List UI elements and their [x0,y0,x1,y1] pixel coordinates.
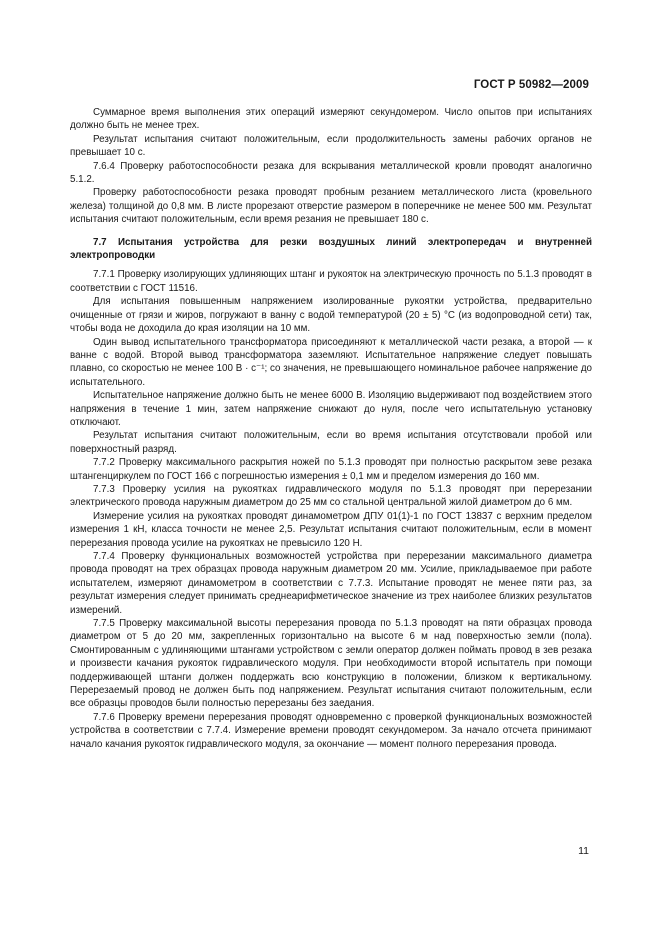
paragraph: Суммарное время выполнения этих операций измеряют секундомером. Число опытов при испытаниях должно быть не менее трех. [70,107,592,132]
paragraph: Для испытания повышенным напряжением изолированные рукоятки устройства, предварительно очищенные от грязи и жиров, погружают в ванну с водой температурой (20 ± 5) °С (из водопроводной сети) так, чтобы вода не доходила до края изоляции на 10 мм. [70,296,592,335]
paragraph: 7.7.3 Проверку усилия на рукоятках гидравлического модуля по 5.1.3 проводят при перерезании электрического провода наружным диаметром до 25 мм со стальной центральной жилой диаметром до 6 мм. [70,483,592,509]
page-number: 11 [578,845,589,857]
paragraph: Проверку работоспособности резака проводят пробным резанием металлического листа (кровельного железа) толщиной до 0,8 мм. В листе прорезают отверстие размером в поперечнике не менее 500 мм. Результат испытания считают положительным, если время резания не превышает 180 с. [70,187,592,226]
paragraph: Результат испытания считают положительным, если во время испытания отсутствовали пробой или поверхностный разряд. [70,430,592,455]
paragraph: 7.7.2 Проверку максимального раскрытия ножей по 5.1.3 проводят при полностью раскрытом зеве резака штангенциркулем по ГОСТ 166 с погрешностью измерения ± 0,1 мм и пределом измерения до 160 мм. [70,457,592,482]
paragraph: Измерение усилия на рукоятках проводят динамометром ДПУ 01(1)-1 по ГОСТ 13837 с верхним пределом измерения 1 кН, класса точности не менее 2,5. Результат испытания считают положительным, если в момент перерезания провода усилие на рукоятках не превысило 120 Н. [70,510,592,549]
paragraph: 7.7.6 Проверку времени перерезания проводят одновременно с проверкой функциональных возможностей устройства в соответствии с 7.7.4. Измерение времени проводят секундомером. За начало отсчета принимают начало качания рукояток гидравлического модуля, за окончание — момент полного перерезания провода. [70,711,592,750]
page-content [70,106,592,751]
paragraph: Один вывод испытательного трансформатора присоединяют к металлической части резака, а второй — к ванне с водой. Второй вывод трансформатора заземляют. Испытательное напряжение следует повышать плавно, со скоростью не менее 100 В · с⁻¹; со значения, не превышающего номинальное рабочее напряжение до испытательного. [70,336,592,388]
document-header: ГОСТ Р 50982—2009 [473,79,589,91]
paragraph: 7.7.1 Проверку изолирующих удлиняющих штанг и рукояток на электрическую прочность по 5.1.3 проводят в соответствии с ГОСТ 11516. [70,269,592,294]
paragraph: 7.7.4 Проверку функциональных возможностей устройства при перерезании максимального диаметра провода проводят на трех образцах провода наружным диаметром 20 мм. Усилие, прикладываемое при работе испытателем, измеряют динамометром в соответствии с 7.7.3. Испытание проводят не менее пяти раз, за результат измерения следует принимать среднеарифметическое значение из трех наиболее близких результатов измерений. [70,551,592,616]
section-heading: 7.7 Испытания устройства для резки воздушных линий электропередач и внутренней электропроводки [70,236,592,262]
paragraph: Результат испытания считают положительным, если продолжительность замены рабочих органов не превышает 10 с. [70,133,592,159]
paragraph: 7.7.5 Проверку максимальной высоты перерезания провода по 5.1.3 проводят на пяти образцах провода диаметром от 5 до 20 мм, закрепленных горизонтально на высоте 6 м над поверхностью земли (пола). Смонтированным с удлиняющими штангами устройством с земли оператор должен поймать провод в зев резака и произвести качания рукояток гидравлического модуля. При необходимости второй испытатель при помощи поддерживающей штанги должен поддержать всю конструкцию в положении, близком к вертикальному. Перерезаемый провод не должен быть под напряжением. Результат испытания считают положительным, если все образцы проводов были полностью перерезаны без заедания. [70,618,592,710]
paragraph: 7.6.4 Проверку работоспособности резака для вскрывания металлической кровли проводят аналогично 5.1.2. [70,160,592,186]
paragraph: Испытательное напряжение должно быть не менее 6000 В. Изоляцию выдерживают под воздействием этого напряжения в течение 1 мин, затем напряжение снижают до нуля, после чего испытательную установку отключают. [70,390,592,428]
